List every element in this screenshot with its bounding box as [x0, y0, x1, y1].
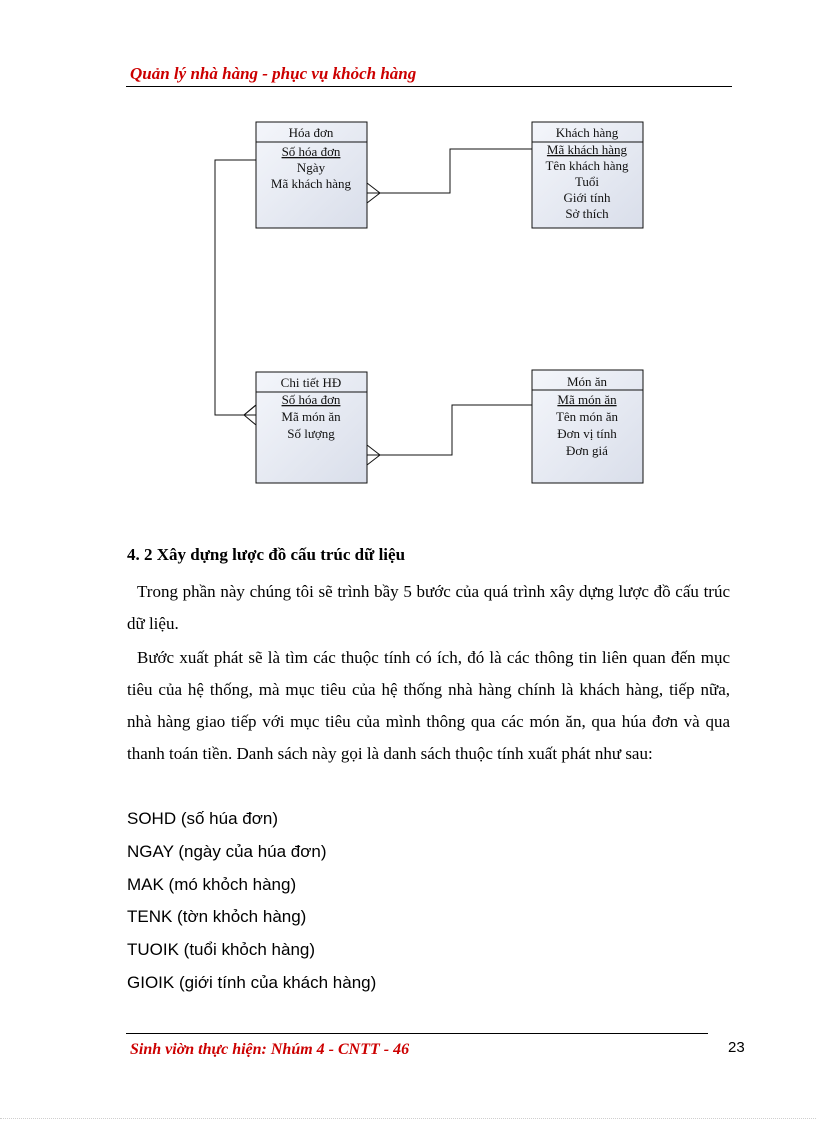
entity-key: Mã món ăn	[557, 392, 617, 407]
entity-field: Mã món ăn	[281, 409, 341, 424]
entity-title: Khách hàng	[555, 125, 619, 140]
entity-chi-tiet-hd	[256, 372, 367, 483]
crowfoot-chitiet-a	[367, 445, 380, 455]
entity-title: Món ăn	[566, 374, 608, 389]
entity-title: Hóa đơn	[288, 125, 334, 140]
link-chitiet-monan	[367, 405, 532, 455]
entity-khach-hang	[532, 122, 643, 228]
paragraph-1-text: Trong phần này chúng tôi sẽ trình bầy 5 bước của quá trình xây dựng lược đồ cấu trúc dữ liệu.	[127, 582, 730, 633]
entity-mon-an	[532, 370, 643, 483]
crowfoot-chitiet-b	[367, 455, 380, 465]
entity-field: Số lượng	[287, 426, 335, 441]
entity-key: Mã khách hàng	[546, 142, 628, 157]
entity-field: Giới tính	[563, 190, 611, 205]
entity-field: Tên món ăn	[555, 409, 619, 424]
entity-field: Đơn giá	[566, 443, 608, 458]
attribute-item: MAK (mó khỏch hàng)	[127, 875, 297, 894]
link-hoadon-khachhang	[367, 149, 532, 193]
entity-key: Số hóa đơn	[281, 392, 341, 407]
crowfoot-hoadon-b	[367, 193, 380, 203]
header-title: Quản lý nhà hàng - phục vụ khỏch hàng	[130, 64, 417, 83]
er-diagram	[0, 0, 816, 520]
paragraph-2-text: Bước xuất phát sẽ là tìm các thuộc tính có ích, đó là các thông tin liên quan đến mục tiêu của hệ thống, mà mục tiêu của hệ thống nhà hàng chính là khách hàng, tiếp nữa, nhà hàng giao tiếp với mục tiêu của mình thông qua các món ăn, qua húa đơn và qua thanh toán tiền. Danh sách này gọi là danh sách thuộc tính xuất phát như sau:	[127, 648, 730, 763]
attribute-item: SOHD (số húa đơn)	[127, 809, 278, 828]
footer-text: Sinh viờn thực hiện: Nhúm 4 - CNTT - 46	[130, 1041, 410, 1058]
entity-title: Chi tiết HĐ	[280, 375, 342, 390]
entity-field: Mã khách hàng	[270, 176, 352, 191]
page-bottom-divider	[0, 1118, 816, 1119]
entity-field: Tuổi	[574, 174, 600, 189]
paragraph-1	[127, 576, 730, 640]
entity-key: Số hóa đơn	[281, 144, 341, 159]
entity-field: Sở thích	[565, 206, 609, 221]
crowfoot-hoadon-a	[367, 183, 380, 193]
entity-hoa-don	[256, 122, 367, 228]
attribute-item: NGAY (ngày của húa đơn)	[127, 842, 327, 861]
link-hoadon-chitiet	[215, 160, 256, 415]
attribute-item: TUOIK (tuổi khỏch hàng)	[127, 940, 316, 959]
paragraph-2	[127, 642, 730, 770]
entity-field: Tên khách hàng	[545, 158, 629, 173]
footer-rule	[126, 1033, 708, 1034]
attribute-item: GIOIK (giới tính của khách hàng)	[127, 973, 377, 992]
section-heading: 4. 2 Xây dựng lược đồ cấu trúc dữ liệu	[127, 545, 406, 564]
attribute-item: TENK (tờn khỏch hàng)	[127, 907, 307, 926]
page-number: 23	[728, 1039, 745, 1056]
entity-field: Ngày	[296, 160, 326, 175]
entity-field: Đơn vị tính	[557, 426, 617, 441]
